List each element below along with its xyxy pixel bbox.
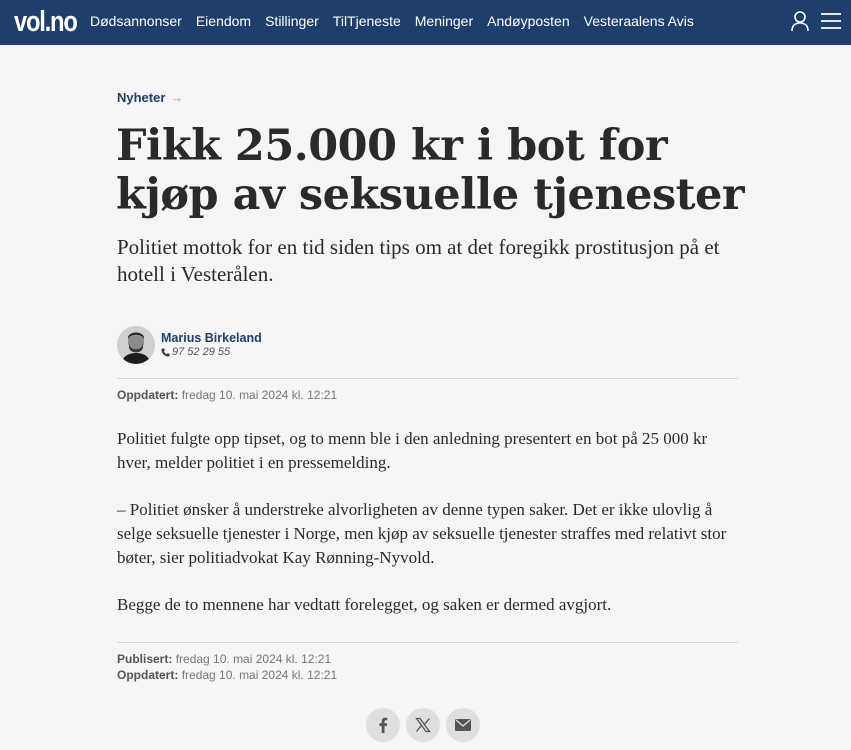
- top-navigation-bar: [0, 0, 851, 45]
- share-buttons: [366, 708, 480, 742]
- footer-updated-value: fredag 10. mai 2024 kl. 12:21: [181, 668, 338, 682]
- published-label: Publisert:: [117, 652, 173, 666]
- author-phone[interactable]: [161, 346, 262, 359]
- footer-updated-label: Oppdatert:: [117, 668, 179, 682]
- x-icon: [415, 717, 431, 733]
- site-logo[interactable]: vol.no: [14, 6, 77, 38]
- arrow-right-icon: →: [170, 90, 184, 105]
- breadcrumb[interactable]: [117, 90, 183, 105]
- author-byline[interactable]: [117, 326, 262, 364]
- nav-link-dodsannonser[interactable]: Dødsannonser: [90, 13, 182, 29]
- nav-link-meninger[interactable]: Meninger: [414, 13, 474, 29]
- hamburger-menu-icon[interactable]: [821, 11, 841, 31]
- nav-link-vesteraalens-avis[interactable]: Vesteraalens Avis: [583, 13, 694, 29]
- share-x-button[interactable]: [406, 708, 440, 742]
- facebook-icon: [378, 717, 388, 733]
- nav-link-stillinger[interactable]: Stillinger: [265, 13, 319, 29]
- article-body: [117, 427, 737, 640]
- author-name[interactable]: Marius Birkeland: [161, 331, 262, 345]
- divider: [117, 642, 738, 643]
- published-value: fredag 10. mai 2024 kl. 12:21: [175, 652, 332, 666]
- author-phone-number: 97 52 29 55: [172, 346, 231, 358]
- updated-value: fredag 10. mai 2024 kl. 12:21: [181, 388, 338, 402]
- main-nav: [90, 12, 708, 30]
- phone-icon: [161, 348, 170, 357]
- user-icon[interactable]: [790, 10, 810, 32]
- share-facebook-button[interactable]: [366, 708, 400, 742]
- nav-link-eiendom[interactable]: Eiendom: [195, 13, 252, 29]
- share-email-button[interactable]: [446, 708, 480, 742]
- updated-label: Oppdatert:: [117, 388, 179, 402]
- breadcrumb-label: Nyheter: [117, 90, 166, 105]
- nav-link-andoyposten[interactable]: Andøyposten: [487, 13, 570, 29]
- email-icon: [455, 719, 471, 731]
- nav-link-tiltjeneste[interactable]: TilTjeneste: [332, 13, 401, 29]
- divider: [117, 378, 738, 379]
- body-paragraph-3: Begge de to mennene har vedtatt forelegget, og saken er dermed avgjort.: [117, 595, 612, 614]
- body-paragraph-1: Politiet fulgte opp tipset, og to menn ble i den anledning presentert en bot på 25 000 kr hver, melder politiet i en pressemelding.: [117, 429, 708, 472]
- author-avatar[interactable]: [117, 326, 155, 364]
- updated-meta: [117, 387, 337, 403]
- body-paragraph-2: – Politiet ønsker å understreke alvorligheten av denne typen saker. Det er ikke ulovlig å selge seksuelle tjenester i Norge, men kjøp av seksuelle tjenester straffes med relativt stor bøter, sier politiadvokat Kay Rønning-Nyvold.: [117, 500, 727, 567]
- article-lead: Politiet mottok for en tid siden tips om at det foregikk prostitusjon på et hotell i Vesterålen.: [117, 235, 720, 286]
- footer-meta: [117, 651, 337, 683]
- article-title: Fikk 25.000 kr i bot for kjøp av seksuelle tjenester: [116, 121, 745, 220]
